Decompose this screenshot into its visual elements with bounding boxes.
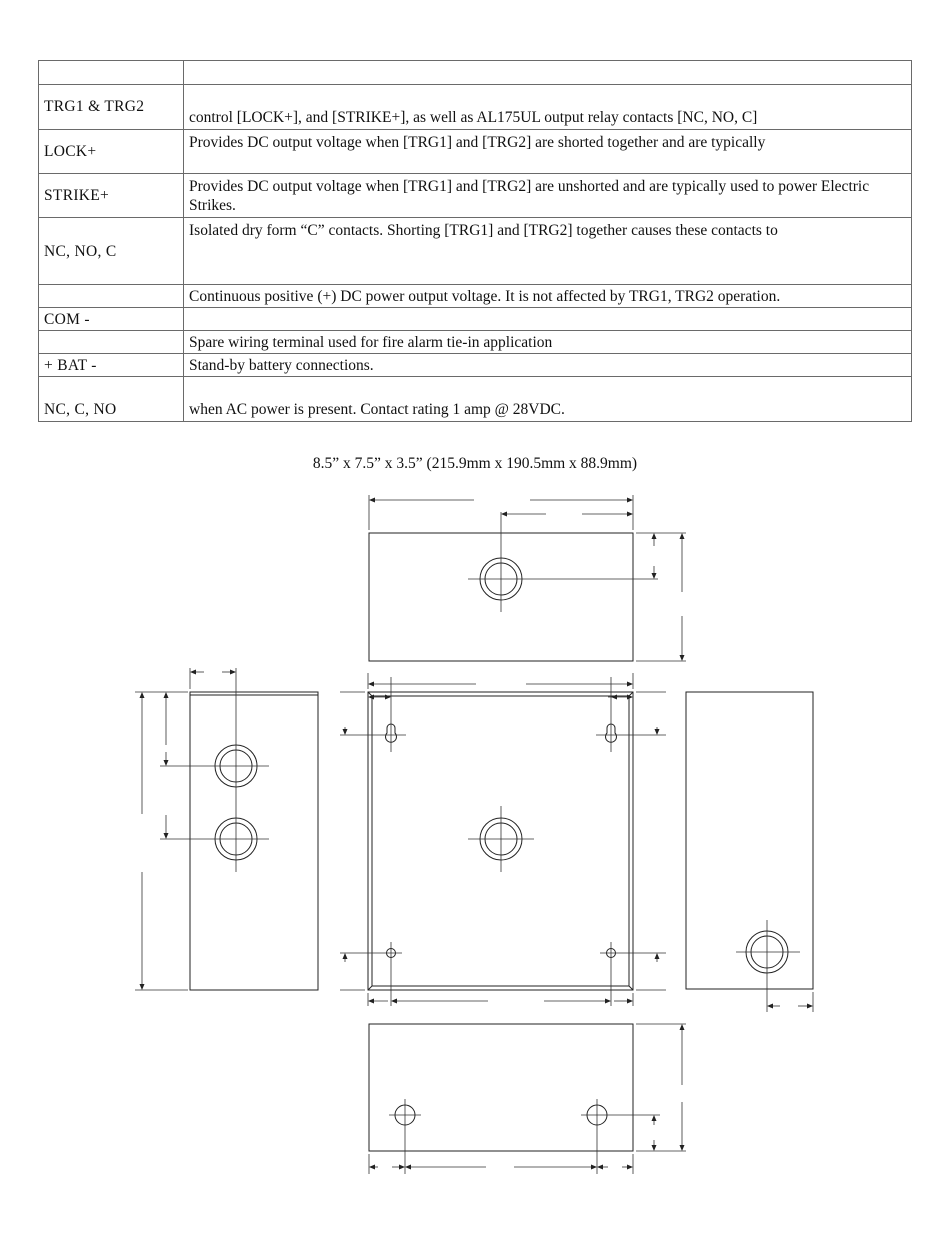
knockout-hole	[581, 1099, 660, 1174]
front-view	[340, 673, 666, 1006]
bottom-view	[369, 1024, 686, 1174]
knockout-hole	[468, 806, 534, 872]
keyhole-slot	[596, 677, 666, 752]
description-cell: control [LOCK+], and [STRIKE+], as well as AL175UL output relay contacts [NC, NO, C]	[184, 85, 912, 130]
terminal-cell: COM -	[39, 308, 184, 331]
top-view	[369, 495, 686, 661]
front-view-outline	[368, 692, 633, 990]
description-cell: Isolated dry form “C” contacts. Shorting [TRG1] and [TRG2] together causes these contacts to	[184, 218, 912, 285]
left-side-view	[135, 668, 318, 990]
description-cell: when AC power is present. Contact rating 1 amp @ 28VDC.	[184, 377, 912, 422]
knockout-hole	[389, 1099, 421, 1174]
terminal-cell: + BAT -	[39, 354, 184, 377]
mounting-hole	[380, 942, 402, 964]
left-view-outline	[190, 692, 318, 990]
right-side-view	[686, 692, 813, 1012]
terminal-cell: STRIKE+	[39, 174, 184, 218]
description-cell: Provides DC output voltage when [TRG1] and [TRG2] are unshorted and are typically used to power Electric Strikes.	[184, 174, 912, 218]
right-view-outline	[686, 692, 813, 989]
terminal-cell: LOCK+	[39, 130, 184, 174]
description-cell: Spare wiring terminal used for fire alarm tie-in application	[184, 331, 912, 354]
description-cell: Provides DC output voltage when [TRG1] and [TRG2] are shorted together and are typically	[184, 130, 912, 174]
terminal-cell: TRG1 & TRG2	[39, 85, 184, 130]
knockout-hole	[468, 512, 534, 612]
keyhole-slot	[376, 677, 406, 752]
terminal-cell: NC, C, NO	[39, 377, 184, 422]
description-cell: Continuous positive (+) DC power output voltage. It is not affected by TRG1, TRG2 operation.	[184, 285, 912, 308]
dimensions-title: 8.5” x 7.5” x 3.5” (215.9mm x 190.5mm x 88.9mm)	[312, 455, 638, 472]
bottom-view-outline	[369, 1024, 633, 1151]
description-cell: Stand-by battery connections.	[184, 354, 912, 377]
terminal-cell: NC, NO, C	[39, 218, 184, 285]
knockout-hole	[736, 920, 800, 1012]
